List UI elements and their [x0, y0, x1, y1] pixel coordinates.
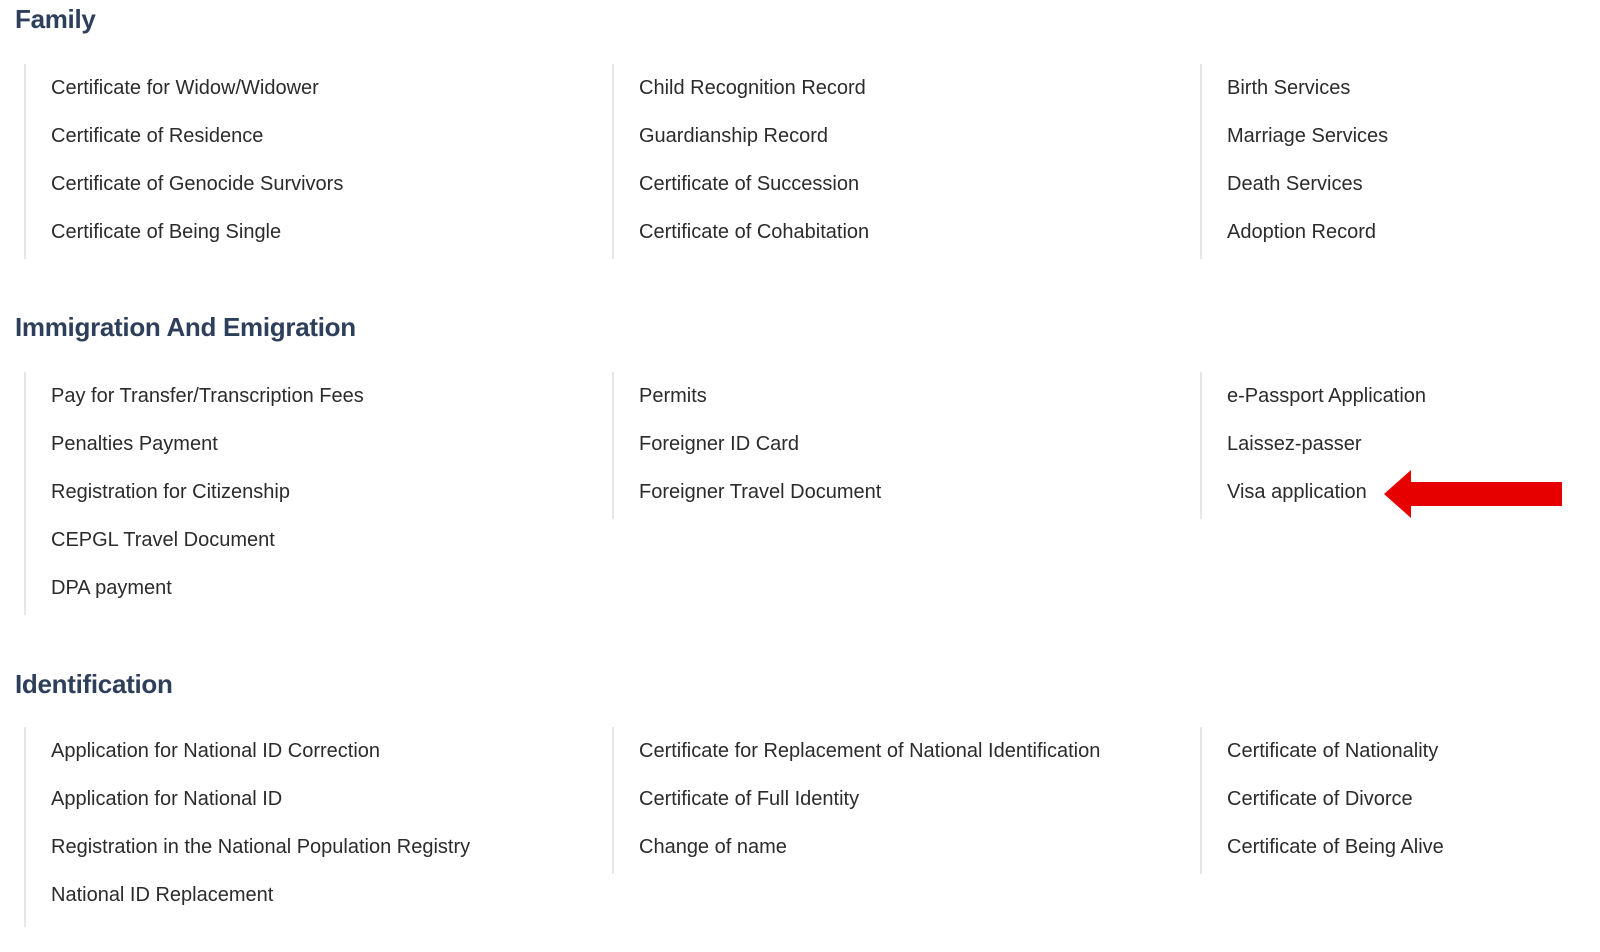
service-link-certificate-residence[interactable]: Certificate of Residence	[51, 125, 264, 147]
service-link-national-id-replacement[interactable]: National ID Replacement	[51, 884, 274, 906]
section-title-immigration-emigration: Immigration And Emigration	[15, 312, 356, 342]
service-link-permits[interactable]: Permits	[639, 385, 707, 407]
service-link-change-of-name[interactable]: Change of name	[639, 836, 787, 858]
service-link-certificate-nationality[interactable]: Certificate of Nationality	[1227, 740, 1439, 762]
service-link-laissez-passer[interactable]: Laissez-passer	[1227, 433, 1362, 455]
service-link-certificate-being-single[interactable]: Certificate of Being Single	[51, 221, 282, 243]
section-title-identification: Identification	[15, 669, 173, 699]
service-link-cepgl-travel-document[interactable]: CEPGL Travel Document	[51, 529, 275, 551]
service-link-national-population-registry[interactable]: Registration in the National Population Registry	[51, 836, 471, 858]
family-column-2	[612, 64, 1172, 259]
service-link-guardianship-record[interactable]: Guardianship Record	[639, 125, 828, 147]
service-link-child-recognition-record[interactable]: Child Recognition Record	[639, 77, 866, 99]
family-column-3	[1200, 64, 1580, 259]
service-link-death-services[interactable]: Death Services	[1227, 173, 1363, 195]
service-link-e-passport-application[interactable]: e-Passport Application	[1227, 385, 1427, 407]
service-link-adoption-record[interactable]: Adoption Record	[1227, 221, 1376, 243]
service-link-national-id-correction[interactable]: Application for National ID Correction	[51, 740, 381, 762]
service-link-dpa-payment[interactable]: DPA payment	[51, 577, 172, 599]
service-link-penalties-payment[interactable]: Penalties Payment	[51, 433, 218, 455]
service-link-replacement-national-identification[interactable]: Certificate for Replacement of National Identification	[639, 740, 1101, 762]
immigration-column-2	[612, 372, 1172, 519]
arrow-left-icon	[1384, 470, 1562, 518]
service-link-registration-citizenship[interactable]: Registration for Citizenship	[51, 481, 290, 503]
family-column-1	[24, 64, 584, 259]
service-link-certificate-cohabitation[interactable]: Certificate of Cohabitation	[639, 221, 870, 243]
service-link-foreigner-travel-document[interactable]: Foreigner Travel Document	[639, 481, 882, 503]
service-link-certificate-full-identity[interactable]: Certificate of Full Identity	[639, 788, 860, 810]
identification-column-2	[612, 727, 1172, 874]
service-link-certificate-being-alive[interactable]: Certificate of Being Alive	[1227, 836, 1444, 858]
identification-column-3	[1200, 727, 1580, 874]
service-link-foreigner-id-card[interactable]: Foreigner ID Card	[639, 433, 800, 455]
service-link-certificate-widow-widower[interactable]: Certificate for Widow/Widower	[51, 77, 319, 99]
service-link-marriage-services[interactable]: Marriage Services	[1227, 125, 1389, 147]
service-link-birth-services[interactable]: Birth Services	[1227, 77, 1351, 99]
service-link-certificate-succession[interactable]: Certificate of Succession	[639, 173, 860, 195]
immigration-column-1	[24, 372, 584, 615]
service-link-transfer-transcription-fees[interactable]: Pay for Transfer/Transcription Fees	[51, 385, 364, 407]
service-link-certificate-genocide-survivors[interactable]: Certificate of Genocide Survivors	[51, 173, 344, 195]
service-link-application-national-id[interactable]: Application for National ID	[51, 788, 283, 810]
annotation-arrow	[1384, 470, 1562, 518]
service-link-certificate-divorce[interactable]: Certificate of Divorce	[1227, 788, 1413, 810]
section-title-family: Family	[15, 4, 96, 34]
service-link-visa-application[interactable]: Visa application	[1227, 481, 1367, 503]
identification-column-1	[24, 727, 584, 927]
